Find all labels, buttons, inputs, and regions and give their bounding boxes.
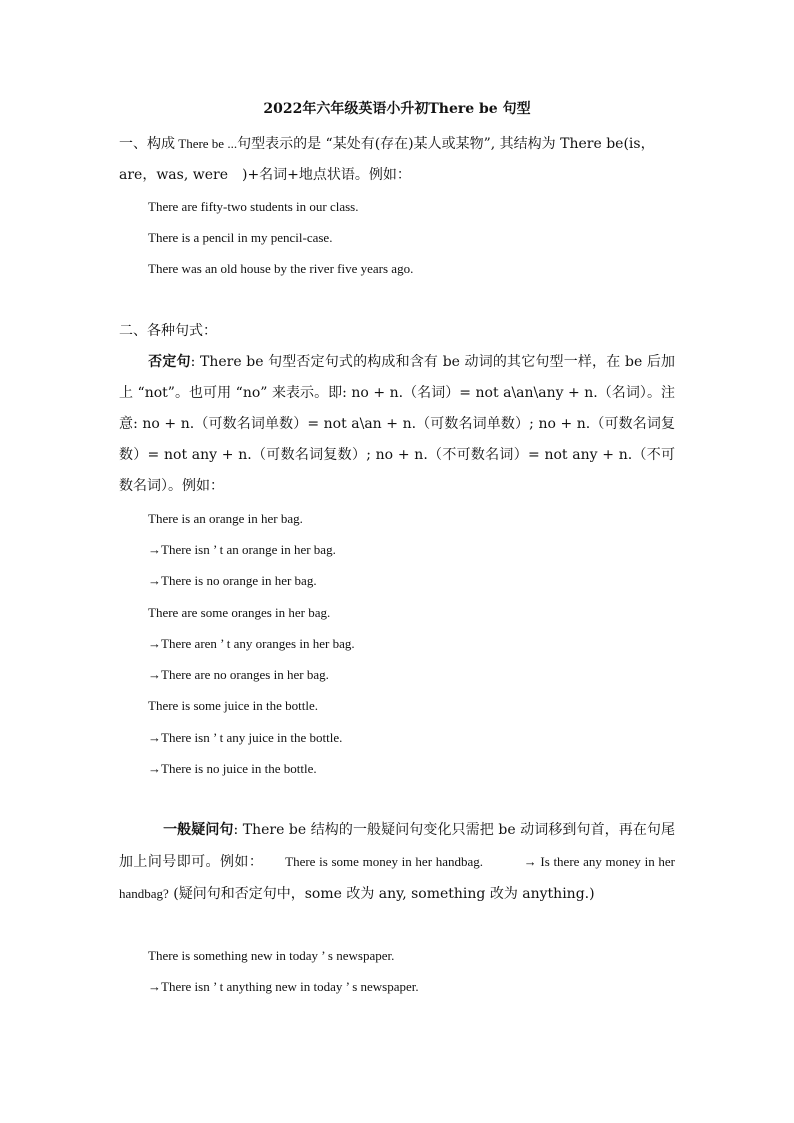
- example-line: →There isn ’ t anything new in today ’ s newspaper.: [148, 979, 419, 994]
- example-line: There is an orange in her bag.: [148, 511, 303, 526]
- example-line: →There aren ’ t any oranges in her bag.: [148, 636, 355, 651]
- section-1-text-b: 句型表示的是 “某处有(存在)某人或某物”, 其结构为 There be(is，are，was, were )+名词+地点状语。例如：: [119, 136, 655, 183]
- question-label: 一般疑问句: [163, 822, 234, 838]
- section-1-heading: 一、构成: [119, 136, 175, 152]
- example-line: →There isn ’ t any juice in the bottle.: [148, 730, 343, 745]
- example-line: There is something new in today ’ s newspaper.: [148, 948, 395, 963]
- negative-label: 否定句: [148, 354, 191, 370]
- negative-paragraph: [119, 347, 675, 502]
- question-text-a: : There be 结构的一般疑问句变化只需把 be 动词移到句首，再在句尾加上问号即可。例如：: [119, 822, 675, 870]
- section-2-heading: 二、各种句式：: [119, 323, 217, 339]
- question-paragraph: [119, 815, 675, 910]
- question-text-b: (疑问句和否定句中，some 改为 any, something 改为 anything.): [168, 886, 595, 902]
- example-line: →There is no orange in her bag.: [148, 573, 317, 588]
- question-inline-example: There is some money in her handbag. → Is there any money in her handbag?: [119, 854, 675, 901]
- example-line: →There are no oranges in her bag.: [148, 667, 329, 682]
- example-line: There are fifty-two students in our class.: [148, 199, 359, 214]
- negative-text: : There be 句型否定句式的构成和含有 be 动词的其它句型一样，在 be 后加上 “not”。也可用 “no” 来表示。即: no + n.（名词）= not a\an\any + n.（名词）。注意: no + n.（可数名词单数）= not a\an + n.（可数名词单数）; no + n.（可数名词复数）= not any + n.（可数名词复数）; no + n.（不可数名词）= not any + n.（不可数名词）。例如：: [119, 354, 676, 494]
- section-1-text-a: There be ...: [175, 136, 238, 151]
- example-line: There is some juice in the bottle.: [148, 698, 319, 713]
- example-line: There was an old house by the river five years ago.: [148, 261, 414, 276]
- section-1-paragraph: [119, 128, 675, 191]
- example-line: There are some oranges in her bag.: [148, 605, 331, 620]
- example-line: →There is no juice in the bottle.: [148, 761, 317, 776]
- example-line: →There isn ’ t an orange in her bag.: [148, 542, 336, 557]
- document-title: 2022年六年级英语小升初There be 句型: [263, 101, 531, 117]
- example-line: There is a pencil in my pencil-case.: [148, 230, 333, 245]
